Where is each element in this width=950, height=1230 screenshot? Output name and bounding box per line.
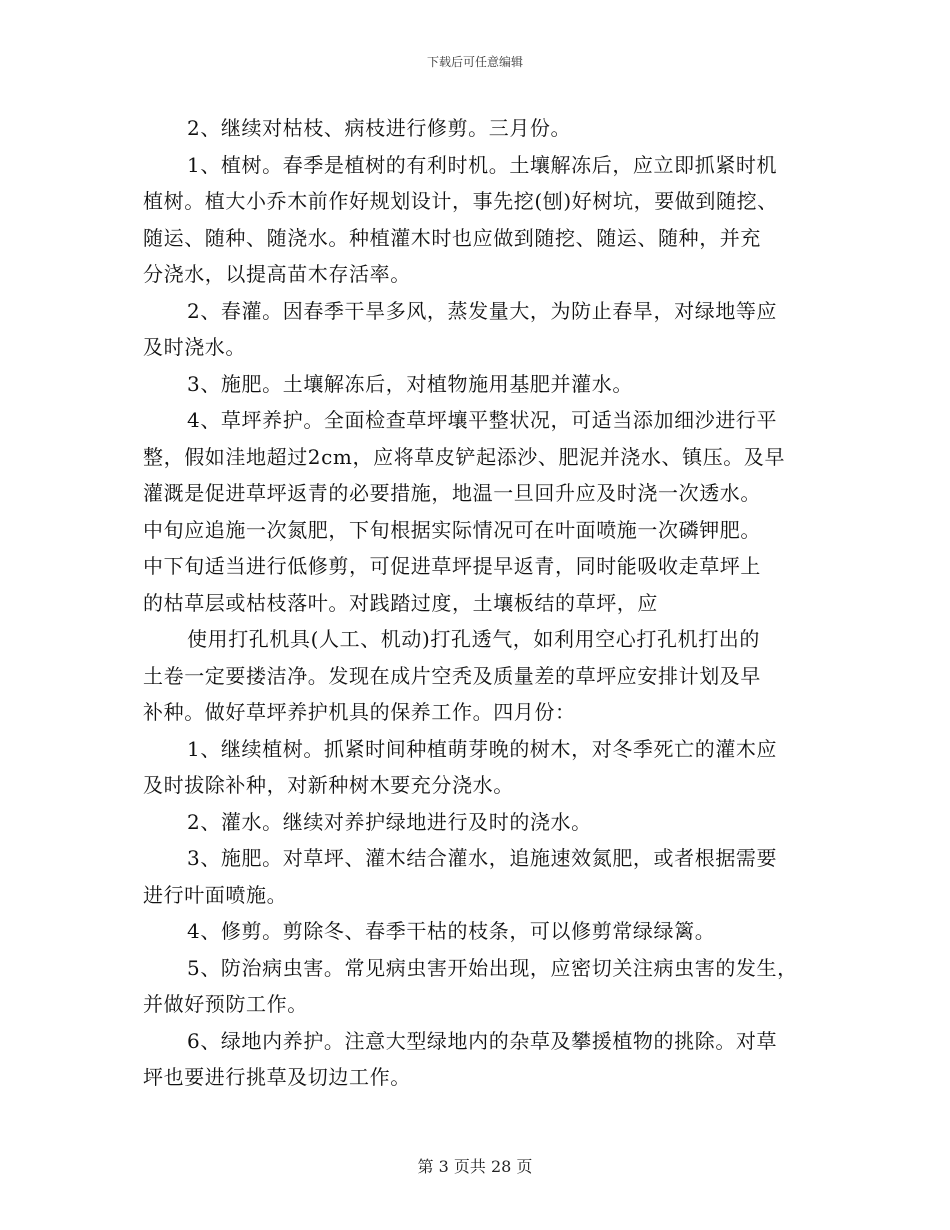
- text-line: 坪也要进行挑草及切边工作。: [143, 1065, 411, 1089]
- page-footer: 第 3 页共 28 页: [417, 1157, 533, 1176]
- text-line: 使用打孔机具(人工、机动)打孔透气，如利用空心打孔机打出的: [187, 627, 761, 651]
- text-line: 2、春灌。因春季干旱多风，蒸发量大，为防止春旱，对绿地等应: [187, 298, 778, 323]
- text-line: 4、修剪。剪除冬、春季干枯的枝条，可以修剪常绿绿篱。: [187, 919, 716, 943]
- text-line: 并做好预防工作。: [143, 992, 308, 1016]
- text-line: 灌溉是促进草坪返青的必要措施，地温一旦回升应及时浇一次透水。: [143, 481, 761, 505]
- text-line: 1、植树。春季是植树的有利时机。土壤解冻后，应立即抓紧时机: [187, 152, 778, 177]
- text-line: 植树。植大小乔木前作好规划设计，事先挖(刨)好树坑，要做到随挖、: [143, 189, 778, 213]
- text-line: 中旬应追施一次氮肥，下旬根据实际情况可在叶面喷施一次磷钾肥。: [143, 517, 761, 542]
- document-body: [143, 110, 811, 1096]
- text-line: 1、继续植树。抓紧时间种植萌芽晚的树木，对冬季死亡的灌木应: [187, 736, 778, 761]
- text-line: 及时浇水。: [143, 335, 246, 359]
- text-line: 中下旬适当进行低修剪，可促进草坪提早返青，同时能吸收走草坪上: [143, 554, 761, 578]
- text-line: 6、绿地内养护。注意大型绿地内的杂草及攀援植物的挑除。对草: [187, 1028, 778, 1053]
- text-line: 及时拔除补种，对新种树木要充分浇水。: [143, 773, 514, 797]
- text-line: 3、施肥。对草坪、灌木结合灌水，追施速效氮肥，或者根据需要: [187, 846, 778, 870]
- text-line: 2、继续对枯枝、病枝进行修剪。三月份。: [187, 116, 572, 140]
- text-line: 分浇水，以提高苗木存活率。: [143, 262, 411, 286]
- text-line: 随运、随种、随浇水。种植灌木时也应做到随挖、随运、随种，并充: [143, 225, 761, 250]
- text-line: 5、防治病虫害。常见病虫害开始出现，应密切关注病虫害的发生，: [187, 955, 798, 980]
- text-line: 2、灌水。继续对养护绿地进行及时的浇水。: [187, 809, 592, 834]
- text-line: 4、草坪养护。全面检查草坪壤平整状况，可适当添加细沙进行平: [187, 408, 778, 432]
- text-line: 整，假如洼地超过2cm，应将草皮铲起添沙、肥泥并浇水、镇压。及早: [143, 444, 786, 469]
- text-line: 补种。做好草坪养护机具的保养工作。四月份：: [143, 700, 576, 724]
- text-line: 的枯草层或枯枝落叶。对践踏过度，土壤板结的草坪，应: [143, 590, 658, 615]
- text-line: 土卷一定要搂洁净。发现在成片空秃及质量差的草坪应安排计划及早: [143, 663, 761, 688]
- text-line: 3、施肥。土壤解冻后，对植物施用基肥并灌水。: [187, 371, 633, 396]
- page-header: 下载后可任意编辑: [426, 55, 523, 69]
- text-line: 进行叶面喷施。: [143, 882, 288, 907]
